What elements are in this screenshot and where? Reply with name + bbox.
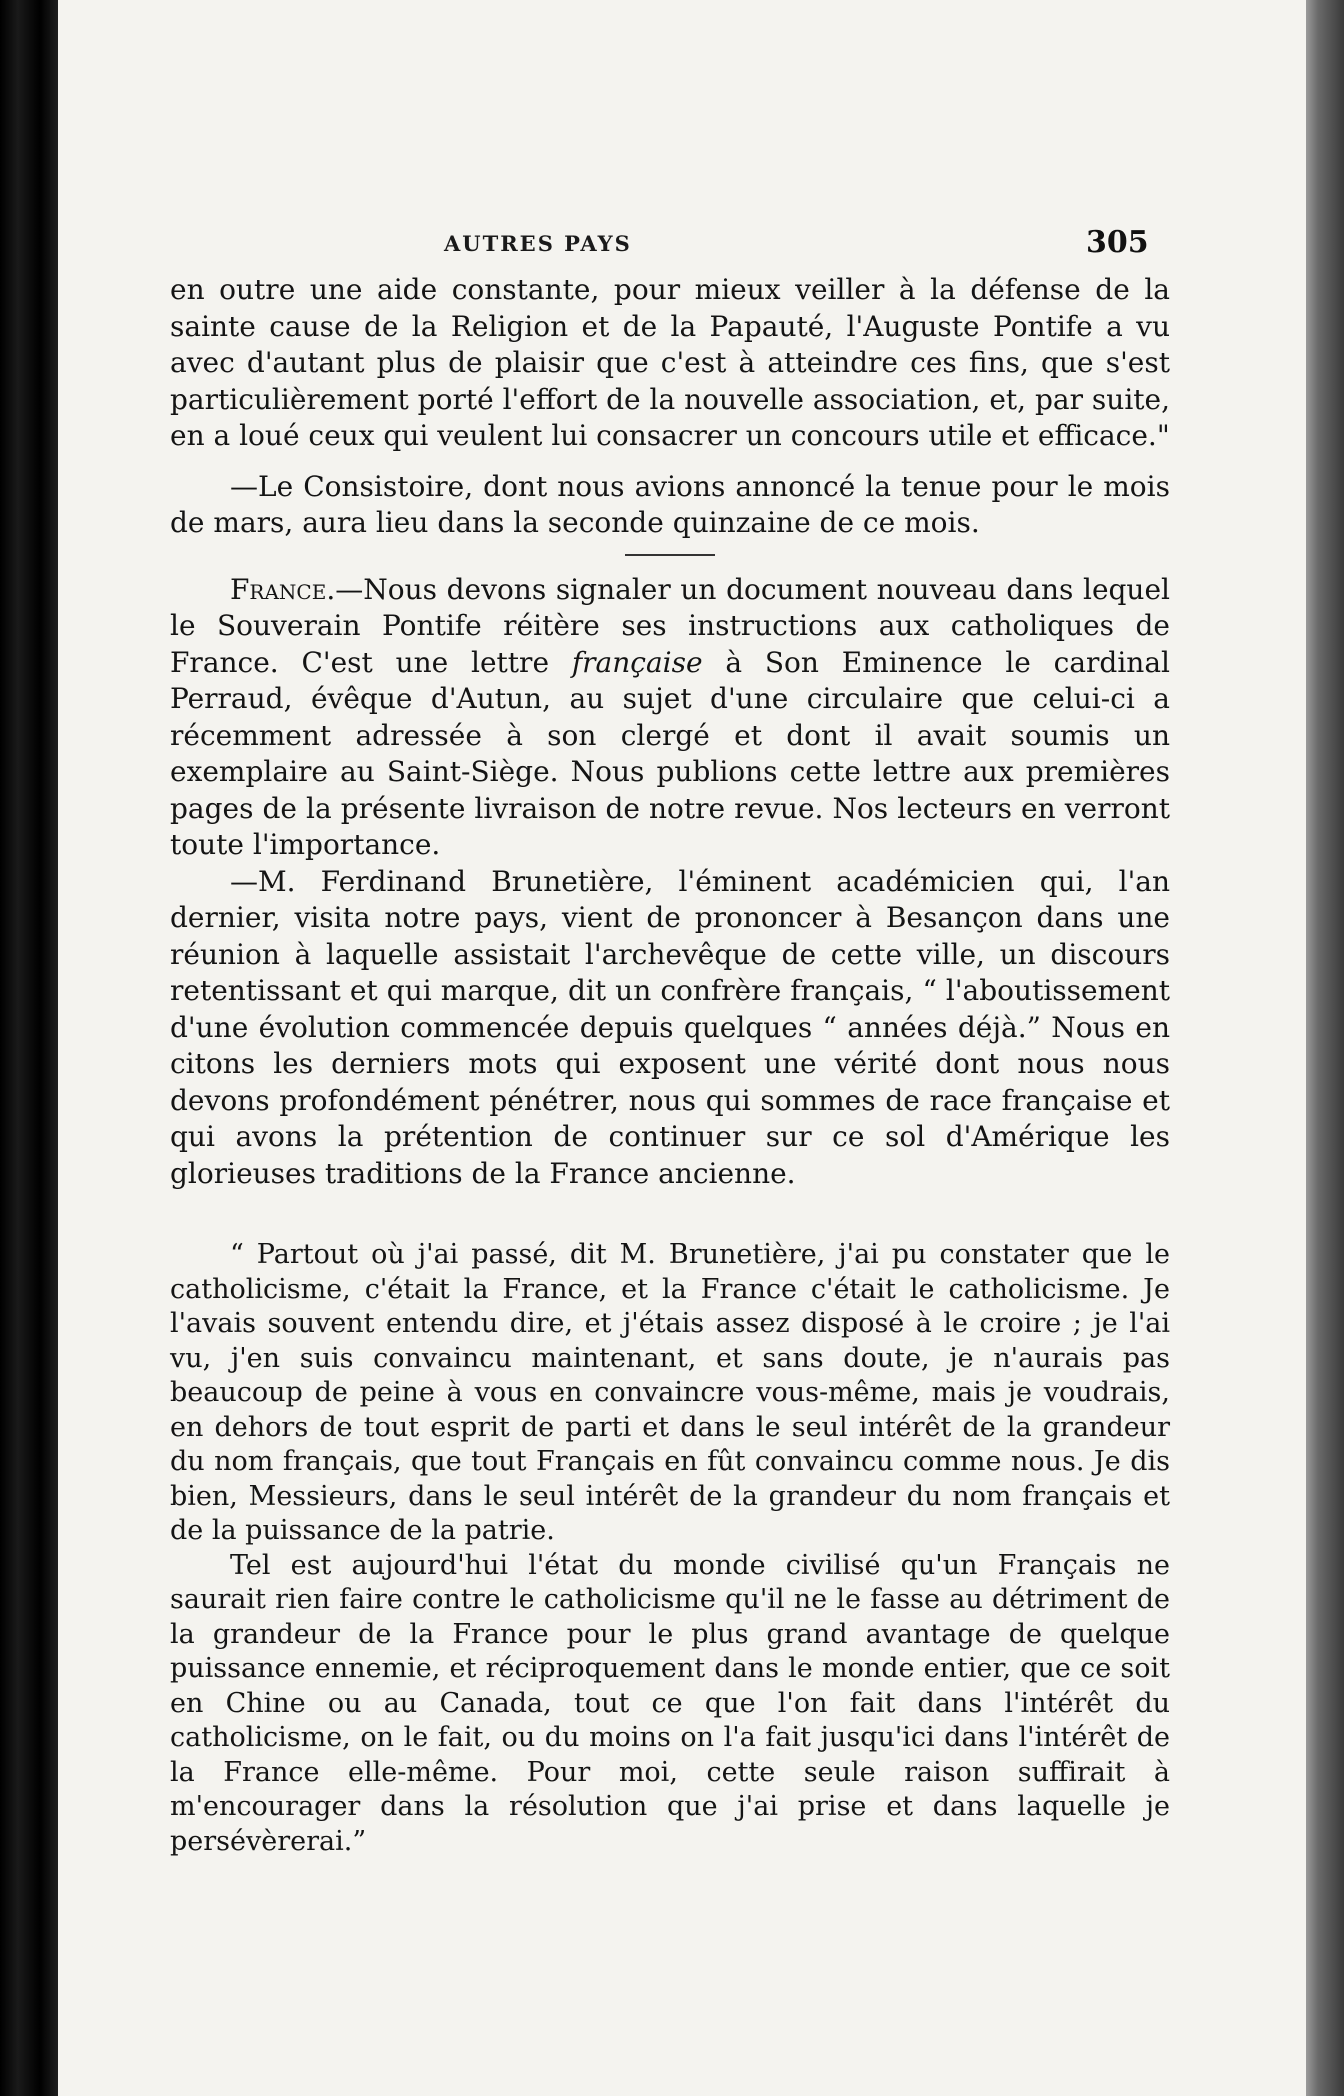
book-edge-right: [1306, 0, 1344, 2096]
book-binding-left: [0, 0, 60, 2096]
quote-paragraph-2: Tel est aujourd'hui l'état du monde civilisé qu'un Français ne saurait rien faire contre le catholicisme qu'il ne le fasse au détriment de la grandeur de la France pour le plus grand avantage de quelque puissance ennemie, et réciproquement dans le monde entier, que ce soit en Chine ou au Canada, tout ce que l'on fait dans l'intérêt du catholicisme, on le fait, ou du moins on l'a fait jusqu'ici dans l'intérêt de la France elle-même. Pour moi, cette seule raison suffirait à m'encourager dans la résolution que j'ai prise et dans laquelle je persévèrerai.”: [170, 1549, 1170, 1857]
francaise-italic: française: [571, 645, 703, 679]
paragraph-consistoire: —Le Consistoire, dont nous avions annoncé la tenue pour le mois de mars, aura lieu dans la seconde quinzaine de ce mois.: [170, 469, 1170, 539]
paragraph-brunetiere: —M. Ferdinand Brunetière, l'éminent académicien qui, l'an dernier, visita notre pays, vient de prononcer à Besançon dans une réunion à laquelle assistait l'archevêque de cette ville, un discours retentissant et qui marque, dit un confrère français, “ l'aboutissement d'une évolution commencée depuis quelques “ années déjà.” Nous en citons les derniers mots qui exposent une vérité dont nous nous devons profondément pénétrer, nous qui sommes de race française et qui avons la prétention de continuer sur ce sol d'Amérique les glorieuses traditions de la France ancienne.: [170, 864, 1170, 1190]
body-text: [170, 272, 1170, 1859]
section-separator: [625, 554, 715, 556]
page-header: [58, 225, 1306, 265]
france-text-part1: —Nous devons signaler un document nouveau dans lequel le Souverain Pontife réitère ses instructions aux catholiques de France. C'est une lettre: [170, 572, 1170, 679]
book-page: [58, 0, 1306, 2096]
quote-paragraph-1: “ Partout où j'ai passé, dit M. Brunetière, j'ai pu constater que le catholicisme, c'était la France, et la France c'était le catholicisme. Je l'avais souvent entendu dire, et j'étais assez disposé à le croire ; je l'ai vu, j'en suis convaincu maintenant, et sans doute, je n'aurais pas beaucoup de peine à vous en convaincre vous-même, mais je voudrais, en dehors de tout esprit de parti et dans le seul intérêt de la grandeur du nom français, que tout Français en fût convaincu comme nous. Je dis bien, Messieurs, dans le seul intérêt de la grandeur du nom français et de la puissance de la patrie.: [170, 1239, 1170, 1546]
france-section-label: France.: [230, 572, 336, 606]
page-number: 305: [1086, 225, 1149, 260]
running-head: AUTRES PAYS: [444, 231, 632, 256]
paragraph-france: [170, 572, 1170, 864]
paragraph-continuation: en outre une aide constante, pour mieux veiller à la défense de la sainte cause de la Religion et de la Papauté, l'Auguste Pontife a vu avec d'autant plus de plaisir que c'est à atteindre ces fins, que s'est particulièrement porté l'effort de la nouvelle association, et, par suite, en a loué ceux qui veulent lui consacrer un concours utile et efficace.": [170, 273, 1170, 452]
france-text-part2: à Son Eminence le cardinal Perraud, évêque d'Autun, au sujet d'une circulaire que celui-ci a récemment adressée à son clergé et dont il avait soumis un exemplaire au Saint-Siège. Nous publions cette lettre aux premières pages de la présente livraison de notre revue. Nos lecteurs en verront toute l'importance.: [170, 645, 1170, 861]
